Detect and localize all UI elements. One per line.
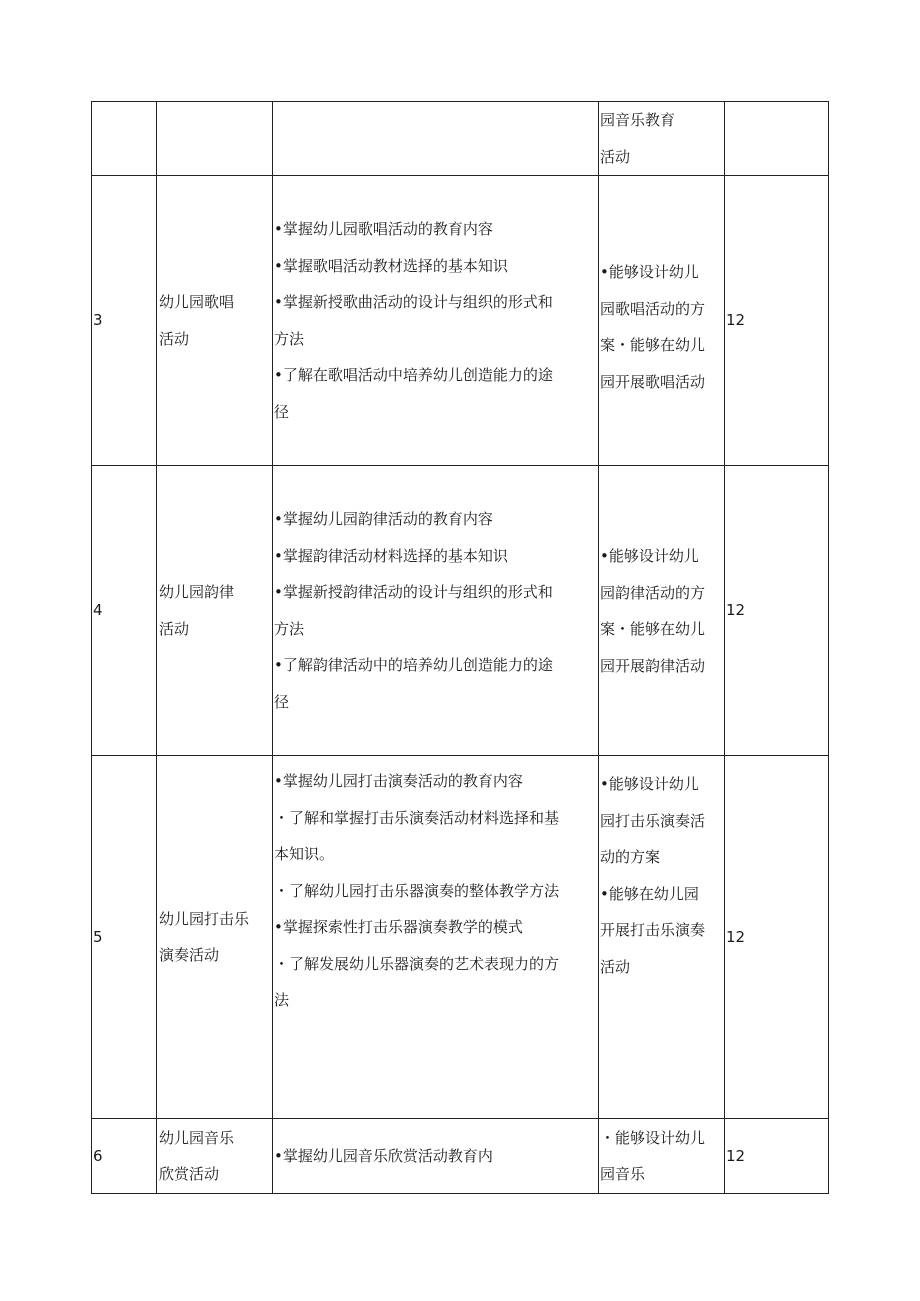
content-line: •掌握探索性打击乐器演奏教学的模式: [274, 918, 523, 936]
hours-cell: [725, 102, 829, 176]
table-row: [92, 466, 829, 756]
content-line: 径: [274, 692, 290, 711]
ability-line: 园歌唱活动的方: [600, 299, 706, 318]
module-name-line: 幼儿园韵律: [159, 583, 235, 601]
table-row: [92, 176, 829, 466]
row-number-cell: 3: [92, 176, 157, 466]
content-line: •掌握新授歌曲活动的设计与组织的形式和: [274, 293, 553, 311]
row-number-cell: 6: [92, 1119, 157, 1194]
table-row: [92, 1119, 829, 1194]
ability-line: 园音乐教育: [600, 111, 676, 129]
content-line: •掌握幼儿园韵律活动的教育内容: [274, 510, 493, 528]
hours-cell: 12: [725, 1119, 829, 1194]
ability-line: 园开展歌唱活动: [600, 372, 706, 391]
content-line: 本知识。: [274, 845, 335, 863]
ability-line: 园开展韵律活动: [600, 656, 706, 675]
content-cell: [273, 756, 599, 1119]
ability-line: 案・能够在幼儿: [600, 336, 706, 354]
content-line: •掌握歌唱活动教材选择的基本知识: [274, 256, 508, 275]
row-number-cell: [92, 102, 157, 176]
ability-line: •能够设计幼儿: [600, 775, 699, 793]
ability-line: 园韵律活动的方: [600, 583, 706, 602]
module-name-line: 幼儿园打击乐: [159, 909, 250, 928]
content-cell: [273, 466, 599, 756]
ability-line: •能够设计幼儿: [600, 263, 699, 281]
module-name-cell: [157, 756, 273, 1119]
table-row: [92, 756, 829, 1119]
module-name-cell: [157, 102, 273, 176]
module-name-line: 演奏活动: [159, 946, 220, 964]
hours-cell: 12: [725, 176, 829, 466]
module-name-cell: [157, 176, 273, 466]
ability-line: 园音乐: [600, 1165, 646, 1183]
content-line: •了解韵律活动中的培养幼儿创造能力的途: [274, 656, 553, 674]
content-line: •掌握韵律活动材料选择的基本知识: [274, 546, 508, 565]
ability-cell: [599, 466, 725, 756]
content-line: ・了解发展幼儿乐器演奏的艺术表现力的方: [274, 954, 560, 973]
content-line: 法: [274, 991, 290, 1009]
content-line: •掌握幼儿园音乐欣赏活动教育内: [274, 1146, 493, 1165]
module-name-line: 幼儿园音乐: [159, 1128, 235, 1147]
ability-line: 园打击乐演奏活: [600, 811, 706, 830]
module-name-line: 活动: [159, 619, 190, 638]
module-name-cell: [157, 1119, 273, 1194]
ability-cell: [599, 102, 725, 176]
course-table: [91, 101, 829, 1194]
ability-cell: [599, 176, 725, 466]
content-line: •掌握幼儿园歌唱活动的教育内容: [274, 220, 493, 238]
row-number-cell: 4: [92, 466, 157, 756]
table-row: [92, 102, 829, 176]
module-name-line: 幼儿园歌唱: [159, 293, 235, 311]
ability-line: 动的方案: [600, 848, 661, 866]
content-cell: [273, 176, 599, 466]
ability-line: •能够在幼儿园: [600, 884, 699, 903]
hours-cell: 12: [725, 756, 829, 1119]
module-name-line: 欣赏活动: [159, 1165, 220, 1183]
content-cell: [273, 1119, 599, 1194]
content-line: ・了解和掌握打击乐演奏活动材料选择和基: [274, 808, 560, 827]
content-cell: [273, 102, 599, 176]
ability-line: 活动: [600, 957, 631, 976]
ability-line: 案・能够在幼儿: [600, 620, 706, 638]
content-line: •掌握新授韵律活动的设计与组织的形式和: [274, 583, 553, 601]
content-line: 方法: [274, 619, 305, 638]
ability-line: •能够设计幼儿: [600, 547, 699, 565]
ability-cell: [599, 1119, 725, 1194]
content-line: ・了解幼儿园打击乐器演奏的整体教学方法: [274, 881, 560, 900]
ability-cell: [599, 756, 725, 1119]
content-line: •掌握幼儿园打击演奏活动的教育内容: [274, 772, 523, 790]
content-line: •了解在歌唱活动中培养幼儿创造能力的途: [274, 366, 553, 384]
hours-cell: 12: [725, 466, 829, 756]
ability-line: 开展打击乐演奏: [600, 921, 706, 939]
content-line: 径: [274, 402, 290, 421]
content-line: 方法: [274, 329, 305, 348]
module-name-cell: [157, 466, 273, 756]
row-number-cell: 5: [92, 756, 157, 1119]
ability-line: 活动: [600, 147, 631, 166]
module-name-line: 活动: [159, 329, 190, 348]
ability-line: ・能够设计幼儿: [600, 1128, 706, 1147]
